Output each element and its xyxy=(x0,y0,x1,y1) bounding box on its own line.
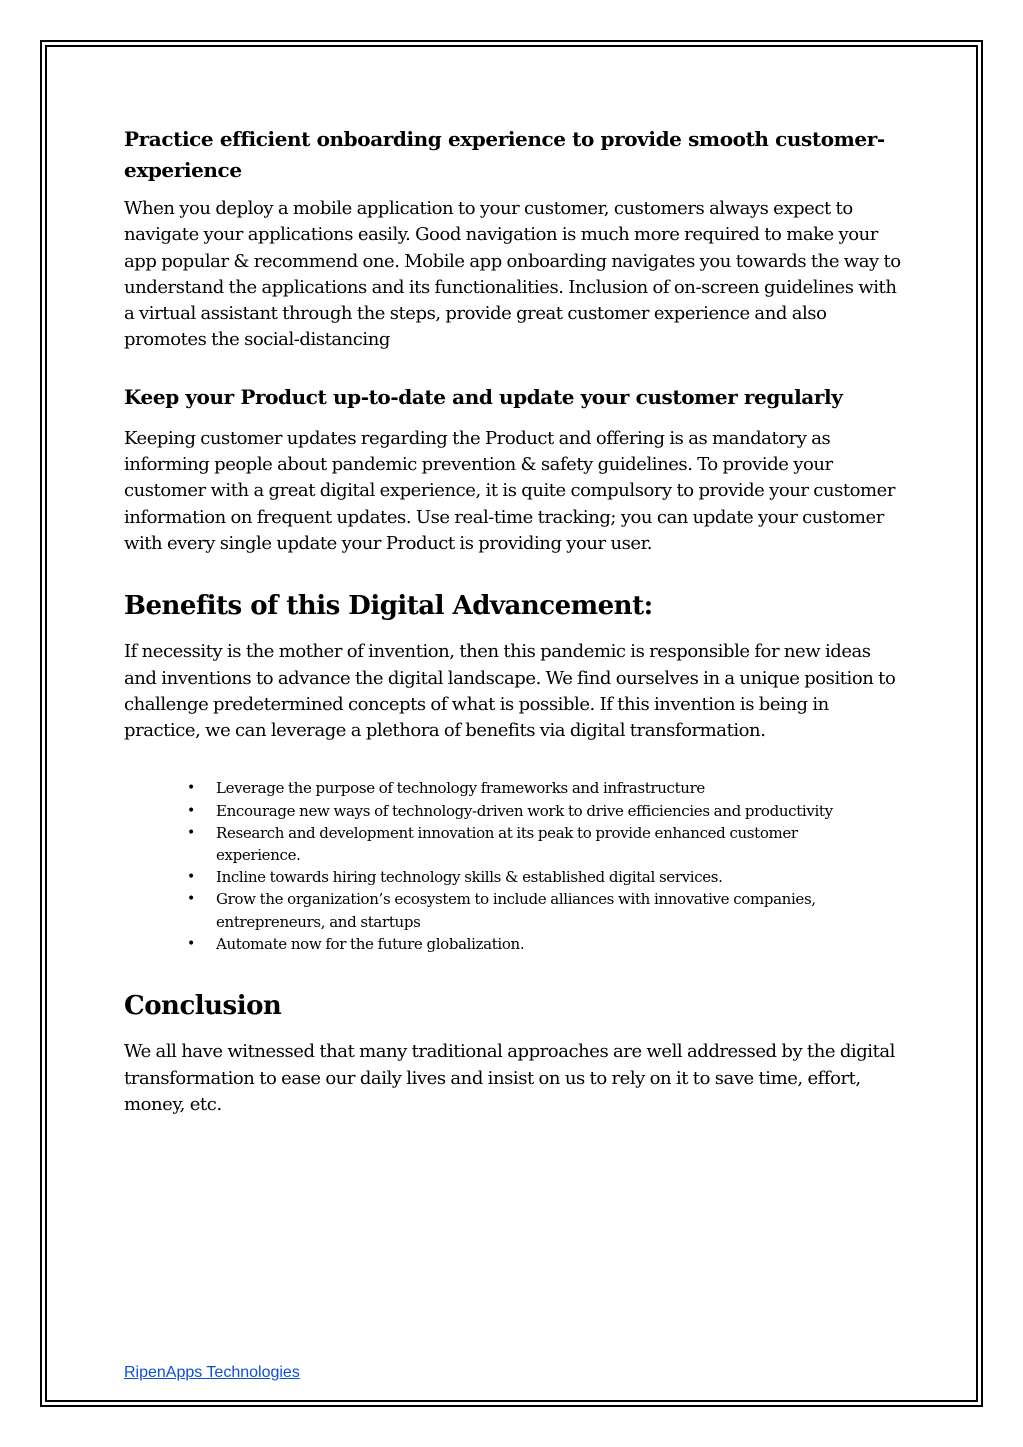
list-item-text: Research and development innovation at its peak to provide enhanced customer experience. xyxy=(216,823,798,865)
benefits-list-wrapper xyxy=(124,744,906,990)
list-item xyxy=(184,777,874,799)
list-item-text: Encourage new ways of technology-driven work to drive efficiencies and productivity xyxy=(216,801,833,820)
bullet-icon: • xyxy=(187,802,195,819)
heading-line-1: Practice efficient onboarding experience to provide smooth customer- xyxy=(124,127,885,151)
list-item xyxy=(184,933,874,955)
bullet-icon: • xyxy=(187,824,195,841)
footer-company-link[interactable]: RipenApps Technologies xyxy=(124,1364,300,1381)
heading-line-2: experience xyxy=(124,158,242,182)
paragraph-updates: Keeping customer updates regarding the Product and offering is as mandatory as informing people about pandemic prevention & safety guidelines. To provide your customer with a great digital experience, it is quite compulsory to provide your customer information on frequent updates. Use real-time tracking; you can update your customer with every single update your Product is providing your user. xyxy=(124,427,896,554)
document-content xyxy=(124,124,906,1118)
list-item xyxy=(184,800,874,822)
list-item-text: Automate now for the future globalization. xyxy=(216,934,525,953)
bullet-icon: • xyxy=(187,935,195,952)
bullet-icon: • xyxy=(187,869,195,886)
list-item xyxy=(184,888,874,932)
section-heading-benefits: Benefits of this Digital Advancement: xyxy=(124,591,653,622)
section-heading-updates: Keep your Product up-to-date and update your customer regularly xyxy=(124,384,843,409)
list-item xyxy=(184,866,874,888)
list-item-text: Grow the organization’s ecosystem to include alliances with innovative companies, entrepreneurs, and startups xyxy=(216,890,816,931)
section-heading-onboarding xyxy=(124,124,906,186)
bullet-icon: • xyxy=(187,780,195,797)
bullet-icon: • xyxy=(187,891,195,908)
paragraph-conclusion: We all have witnessed that many traditional approaches are well addressed by the digital transformation to ease our daily lives and insist on us to rely on it to save time, effort, money, etc. xyxy=(124,1041,895,1116)
section-heading-conclusion: Conclusion xyxy=(124,991,282,1022)
paragraph-onboarding: When you deploy a mobile application to your customer, customers always expect to navigate your applications easily. Good navigation is much more required to make your app popular & recommend one. Mobile app onboarding navigates you towards the way to understand the applications and its functionalities. Inclusion of on-screen guidelines with a virtual assistant through the steps, provide great customer experience and also promotes the social-distancing xyxy=(124,198,901,351)
list-item-text: Incline towards hiring technology skills & established digital services. xyxy=(216,868,723,887)
list-item-text: Leverage the purpose of technology frameworks and infrastructure xyxy=(216,779,705,798)
paragraph-benefits: If necessity is the mother of invention, then this pandemic is responsible for new ideas and inventions to advance the digital landscape. We find ourselves in a unique position to challenge predetermined concepts of what is possible. If this invention is being in practice, we can leverage a plethora of benefits via digital transformation. xyxy=(124,641,896,742)
benefits-list xyxy=(184,777,874,955)
list-item xyxy=(184,822,874,866)
